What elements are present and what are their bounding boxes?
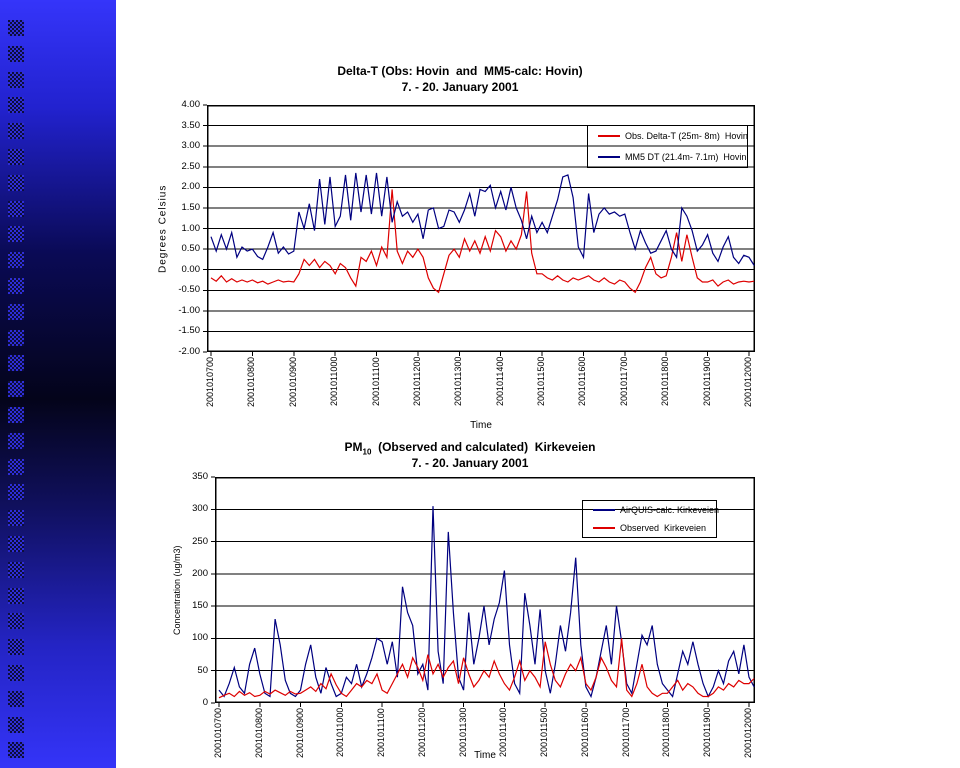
y-tick-label: 350 <box>192 471 208 482</box>
x-tick-label: 2001011500 <box>539 708 550 758</box>
chart2-legend <box>582 500 720 538</box>
legend-label: Obs. Delta-T (25m- 8m) Hovin <box>625 131 748 142</box>
sidebar-square-decoration <box>8 536 24 552</box>
sidebar-square-decoration <box>8 97 24 113</box>
x-tick-label: 2001010700 <box>205 357 215 408</box>
chart1-x-axis-title: Time <box>470 420 492 431</box>
legend-entry <box>583 505 720 515</box>
sidebar-square-decoration <box>8 742 24 758</box>
x-tick-label: 2001011000 <box>335 708 346 758</box>
x-tick-label: 2001011600 <box>577 357 588 407</box>
legend-line-sample <box>593 509 615 511</box>
chart2-title: $PM_{10}$ (Observed and calculated) Kirkeveien <box>344 440 596 457</box>
x-tick-label: 2001011000 <box>329 357 340 407</box>
x-tick-label: 2001010800 <box>253 708 264 759</box>
x-tick-label: 2001011800 <box>661 708 672 758</box>
x-tick-label: 2001011800 <box>660 357 671 407</box>
sidebar-square-decoration <box>8 46 24 62</box>
y-tick-label: 150 <box>192 600 208 612</box>
y-tick-label: 4.00 <box>181 99 200 110</box>
legend-entry <box>588 131 747 141</box>
y-tick-label: -1.50 <box>178 325 200 337</box>
sidebar-square-decoration <box>8 433 24 449</box>
x-tick-label: 2001011700 <box>620 708 631 758</box>
x-tick-label: 2001010700 <box>213 708 223 759</box>
chart1-title: Delta-T (Obs: Hovin and MM5-calc: Hovin) <box>337 64 583 78</box>
sidebar-square-decoration <box>8 304 24 320</box>
x-tick-label: 2001011300 <box>457 708 468 758</box>
sidebar-square-decoration <box>8 613 24 629</box>
x-tick-label: 2001010900 <box>294 708 305 759</box>
y-tick-label: 200 <box>192 567 208 579</box>
chart2-y-axis-title: Concentration (ug/m3) <box>172 545 182 635</box>
x-tick-label: 2001011900 <box>702 708 713 758</box>
x-tick-label: 2001011100 <box>370 357 381 406</box>
x-tick-label: 2001011200 <box>411 357 422 407</box>
chart1-y-axis-title: Degrees Celsius <box>157 184 169 273</box>
sidebar-square-decoration <box>8 355 24 371</box>
legend-label: Observed Kirkeveien <box>620 523 707 533</box>
y-tick-label: 0.00 <box>181 263 200 275</box>
series-line <box>211 189 754 292</box>
y-tick-label: 250 <box>192 535 208 547</box>
x-tick-label: 2001011500 <box>536 357 547 407</box>
series-line <box>211 173 754 266</box>
x-tick-label: 2001011600 <box>579 708 590 758</box>
sidebar-square-decoration <box>8 226 24 242</box>
sidebar-square-decoration <box>8 510 24 526</box>
sidebar-square-decoration <box>8 562 24 578</box>
legend-line-sample <box>598 135 620 137</box>
chart1-legend <box>587 125 748 168</box>
y-tick-label: 3.50 <box>181 119 200 131</box>
sidebar-square-decoration <box>8 459 24 475</box>
sidebar-square-decoration <box>8 691 24 707</box>
y-tick-label: -2.00 <box>178 346 200 357</box>
x-tick-label: 2001012000 <box>743 357 753 408</box>
sidebar-square-decoration <box>8 175 24 191</box>
legend-entry <box>583 523 716 533</box>
x-tick-label: 2001011900 <box>701 357 712 407</box>
y-tick-label: 2.00 <box>181 181 200 193</box>
sidebar-square-decoration <box>8 149 24 165</box>
sidebar-square-decoration <box>8 407 24 423</box>
sidebar-square-decoration <box>8 123 24 139</box>
sidebar-square-decoration <box>8 665 24 681</box>
y-tick-label: 300 <box>192 503 208 515</box>
legend-entry <box>588 152 747 162</box>
y-tick-label: 3.00 <box>181 140 200 152</box>
x-tick-label: 2001010900 <box>287 357 298 408</box>
y-tick-label: 50 <box>197 664 208 676</box>
sidebar-square-decoration <box>8 330 24 346</box>
sidebar-square-decoration <box>8 252 24 268</box>
sidebar-square-decoration <box>8 278 24 294</box>
x-tick-label: 2001011200 <box>416 708 427 758</box>
y-tick-label: 0 <box>202 697 208 708</box>
sidebar-decoration <box>0 0 116 768</box>
chart2-subtitle: 7. - 20. January 2001 <box>411 456 529 470</box>
sidebar-square-decoration <box>8 717 24 733</box>
sidebar-square-decoration <box>8 72 24 88</box>
y-tick-label: 1.50 <box>181 201 200 213</box>
sidebar-square-decoration <box>8 381 24 397</box>
y-tick-label: 0.50 <box>181 243 200 255</box>
legend-line-sample <box>598 156 620 158</box>
chart2-x-axis-title: Time <box>474 750 496 761</box>
sidebar-square-decoration <box>8 484 24 500</box>
sidebar-square-decoration <box>8 20 24 36</box>
sidebar-square-decoration <box>8 201 24 217</box>
x-tick-label: 2001012000 <box>743 708 753 759</box>
y-tick-label: 1.00 <box>181 222 200 234</box>
y-tick-label: -0.50 <box>178 284 200 296</box>
sidebar-square-decoration <box>8 639 24 655</box>
x-tick-label: 2001011400 <box>498 708 509 758</box>
x-tick-label: 2001011400 <box>494 357 505 407</box>
x-tick-label: 2001011100 <box>376 708 387 757</box>
legend-label: AirQUIS-calc. Kirkeveien <box>620 505 720 515</box>
y-tick-label: 2.50 <box>181 160 200 172</box>
y-tick-label: -1.00 <box>178 304 200 316</box>
x-tick-label: 2001011700 <box>618 357 629 407</box>
y-tick-label: 100 <box>192 632 208 644</box>
x-tick-label: 2001011300 <box>453 357 464 407</box>
chart1-subtitle: 7. - 20. January 2001 <box>401 80 519 94</box>
sidebar-square-decoration <box>8 588 24 604</box>
legend-line-sample <box>593 527 615 529</box>
legend-label: MM5 DT (21.4m- 7.1m) Hovin <box>625 151 747 162</box>
x-tick-label: 2001010800 <box>246 357 257 408</box>
